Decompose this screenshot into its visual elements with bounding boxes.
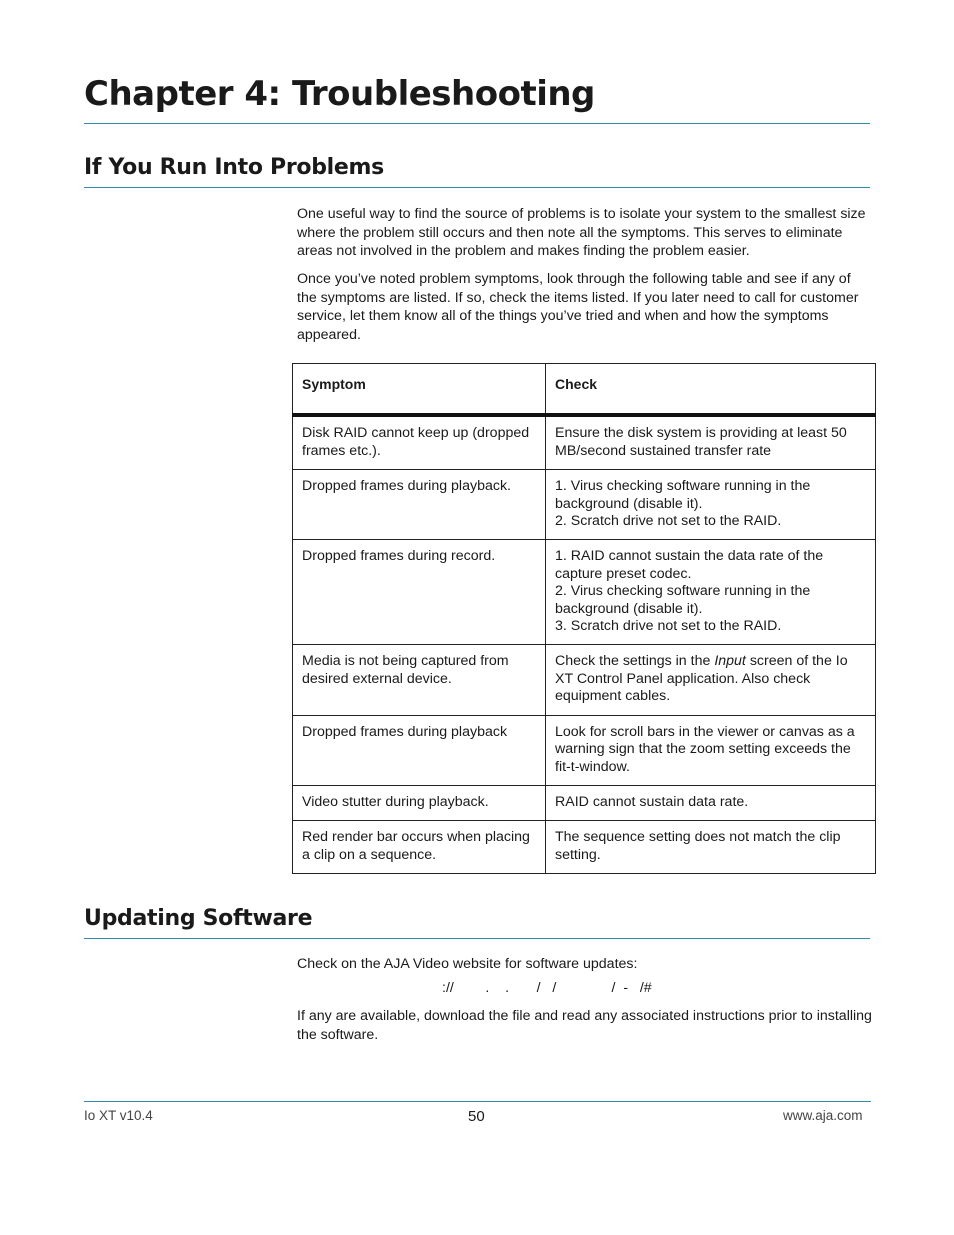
footer-website[interactable]: www.aja.com: [783, 1108, 863, 1123]
check-line: 3. Scratch drive not set to the RAID.: [555, 618, 782, 635]
symptom-cell: Dropped frames during playback.: [293, 470, 546, 540]
table-row: [293, 785, 876, 820]
chapter-rule: [84, 123, 870, 124]
check-cell: [546, 415, 876, 469]
table-row: [293, 470, 876, 540]
page-number: 50: [468, 1108, 485, 1125]
symptom-cell: Dropped frames during playback: [293, 715, 546, 785]
table-header-row: [293, 364, 876, 416]
url-text: :// . . / / / - /#: [442, 980, 652, 996]
table-row: [293, 821, 876, 874]
table-row: [293, 645, 876, 715]
troubleshooting-table: [292, 363, 876, 874]
check-cell: [546, 645, 876, 715]
section-rule-updating: [84, 938, 870, 939]
footer-product-version: Io XT v10.4: [84, 1108, 153, 1123]
check-line: RAID cannot sustain data rate.: [555, 793, 749, 810]
intro-paragraph-2: Once you’ve noted problem symptoms, look through the following table and see if any of the symptoms are listed. If so, check the items listed. If you later need to call for customer service, let them know all of the things you’ve tried and when and how the symptoms appeared.: [297, 271, 859, 343]
install-paragraph: If any are available, download the file and read any associated instructions prior to installing the software.: [297, 1008, 872, 1043]
check-line: 1. RAID cannot sustain the data rate of the capture preset codec.: [555, 548, 824, 582]
check-text-post: screen of the Io XT Control Panel application. Also check equipment cables.: [555, 653, 848, 705]
check-line: Look for scroll bars in the viewer or canvas as a warning sign that the zoom setting exceeds the fit-t-window.: [555, 723, 855, 775]
check-line: Ensure the disk system is providing at least 50 MB/second sustained transfer rate: [555, 425, 847, 459]
column-header-symptom: Symptom: [293, 364, 546, 416]
symptom-cell: Disk RAID cannot keep up (dropped frames etc.).: [293, 415, 546, 469]
check-cell: [546, 821, 876, 874]
column-header-check: Check: [546, 364, 876, 416]
intro-paragraph-1: One useful way to find the source of problems is to isolate your system to the smallest size where the problem still occurs and then note all the symptoms. This serves to eliminate areas not involved in the problem and makes finding the problem easier.: [297, 206, 866, 260]
check-text-pre: Check the settings in the: [555, 653, 715, 670]
section-rule-problems: [84, 187, 870, 188]
section-heading-updating: Updating Software: [84, 906, 313, 931]
update-paragraph: Check on the AJA Video website for software updates:: [297, 956, 638, 972]
table-row: [293, 715, 876, 785]
check-line: The sequence setting does not match the clip setting.: [555, 829, 841, 863]
check-cell: [546, 470, 876, 540]
footer-rule: [84, 1101, 871, 1102]
table-row: [293, 540, 876, 645]
table-row: [293, 415, 876, 469]
symptom-cell: Media is not being captured from desired external device.: [293, 645, 546, 715]
symptom-cell: Dropped frames during record.: [293, 540, 546, 645]
check-cell: [546, 540, 876, 645]
check-cell: [546, 785, 876, 820]
check-cell: [546, 715, 876, 785]
check-line: 2. Scratch drive not set to the RAID.: [555, 513, 782, 530]
symptom-cell: Video stutter during playback.: [293, 785, 546, 820]
check-line: 2. Virus checking software running in the background (disable it).: [555, 583, 811, 617]
input-screen-name: Input: [714, 653, 746, 670]
software-update-link[interactable]: [297, 979, 872, 997]
check-line: 1. Virus checking software running in the background (disable it).: [555, 478, 811, 512]
symptom-cell: Red render bar occurs when placing a clip on a sequence.: [293, 821, 546, 874]
section-heading-problems: If You Run Into Problems: [84, 155, 384, 180]
chapter-title: Chapter 4: Troubleshooting: [84, 74, 595, 114]
